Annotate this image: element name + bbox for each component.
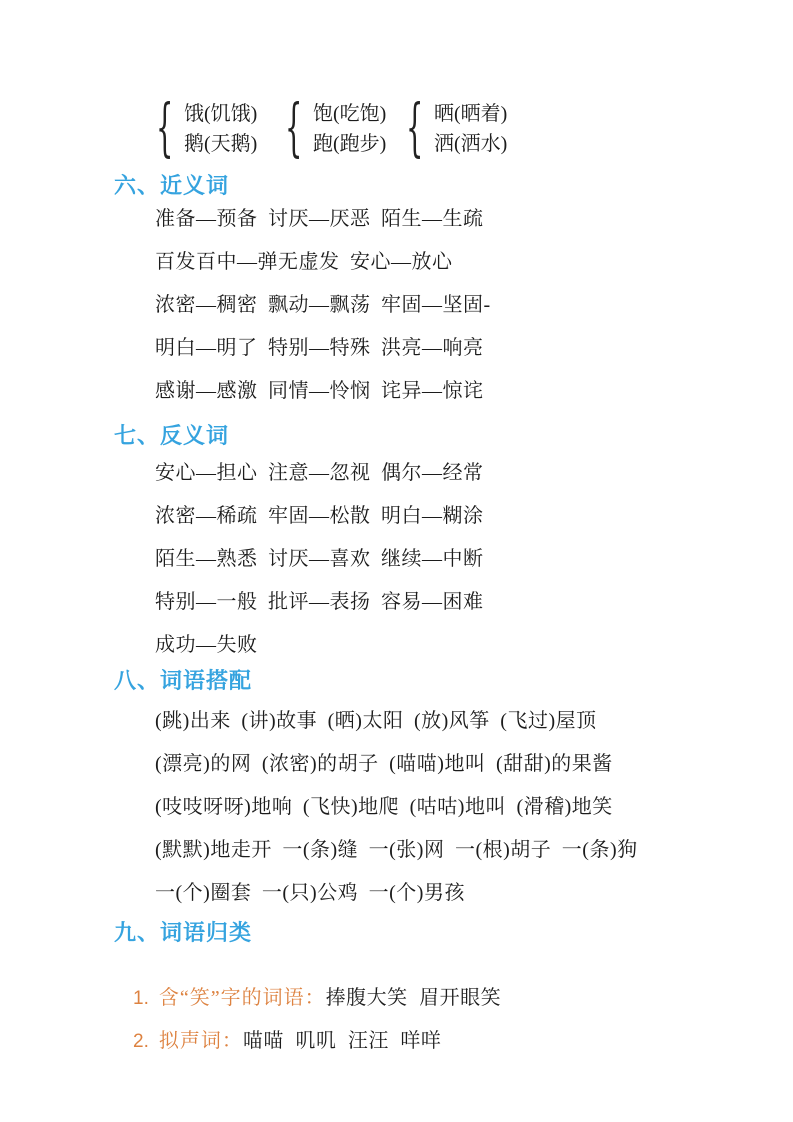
antonym-line: 陌生—熟悉 讨厌—喜欢 继续—中断 — [155, 548, 484, 570]
collocation-line: (漂亮)的网 (浓密)的胡子 (喵喵)地叫 (甜甜)的果酱 — [155, 753, 613, 775]
brace-word-top: 饿(饥饿) — [184, 103, 258, 125]
item-category-label: 含“笑”字的词语： — [158, 987, 326, 1009]
section-heading-antonyms: 七、反义词 — [114, 423, 230, 448]
curly-brace-icon: { — [406, 92, 424, 165]
brace-column — [184, 99, 257, 159]
collocation-line: (跳)出来 (讲)故事 (晒)太阳 (放)风筝 (飞过)屋顶 — [155, 710, 597, 732]
synonym-line: 明白—明了 特别—特殊 洪亮—响亮 — [155, 337, 484, 359]
brace-word-top: 晒(晒着) — [434, 103, 508, 125]
curly-brace-icon: { — [285, 92, 303, 165]
brace-word-bottom: 跑(跑步) — [313, 133, 387, 155]
section-heading-synonyms: 六、近义词 — [114, 173, 230, 198]
brace-column — [313, 99, 386, 159]
synonym-line: 百发百中—弹无虚发 安心—放心 — [155, 251, 453, 273]
section-heading-collocations: 八、词语搭配 — [114, 668, 253, 693]
character-brace-group-1 — [156, 92, 258, 165]
item-words: 捧腹大笑 眉开眼笑 — [325, 987, 502, 1009]
brace-word-bottom: 鹅(天鹅) — [184, 133, 258, 155]
section-heading-classification: 九、词语归类 — [114, 920, 253, 945]
character-brace-group-2 — [285, 92, 387, 165]
collocation-line: 一(个)圈套 一(只)公鸡 一(个)男孩 — [155, 882, 465, 904]
curly-brace-icon: { — [156, 92, 174, 165]
item-number: 1. — [133, 988, 149, 1009]
antonym-line: 特别—一般 批评—表扬 容易—困难 — [155, 591, 484, 613]
synonym-line: 感谢—感激 同情—怜悯 诧异—惊诧 — [155, 380, 484, 402]
synonym-line: 准备—预备 讨厌—厌恶 陌生—生疏 — [155, 208, 484, 230]
antonym-line: 安心—担心 注意—忽视 偶尔—经常 — [155, 462, 484, 484]
item-number: 2. — [133, 1031, 149, 1052]
brace-word-top: 饱(吃饱) — [313, 103, 387, 125]
collocation-line: (吱吱呀呀)地响 (飞快)地爬 (咕咕)地叫 (滑稽)地笑 — [155, 796, 613, 818]
character-brace-group-3 — [406, 92, 508, 165]
classification-item — [113, 1001, 441, 1082]
antonym-line: 成功—失败 — [155, 634, 258, 656]
collocation-line: (默默)地走开 一(条)缝 一(张)网 一(根)胡子 一(条)狗 — [155, 839, 638, 861]
synonym-line: 浓密—稠密 飘动—飘荡 牢固—坚固- — [155, 294, 491, 316]
item-category-label: 拟声词： — [158, 1030, 243, 1052]
antonym-line: 浓密—稀疏 牢固—松散 明白—糊涂 — [155, 505, 484, 527]
brace-word-bottom: 洒(洒水) — [434, 133, 508, 155]
item-words: 喵喵 叽叽 汪汪 咩咩 — [242, 1030, 442, 1052]
brace-column — [434, 99, 507, 159]
